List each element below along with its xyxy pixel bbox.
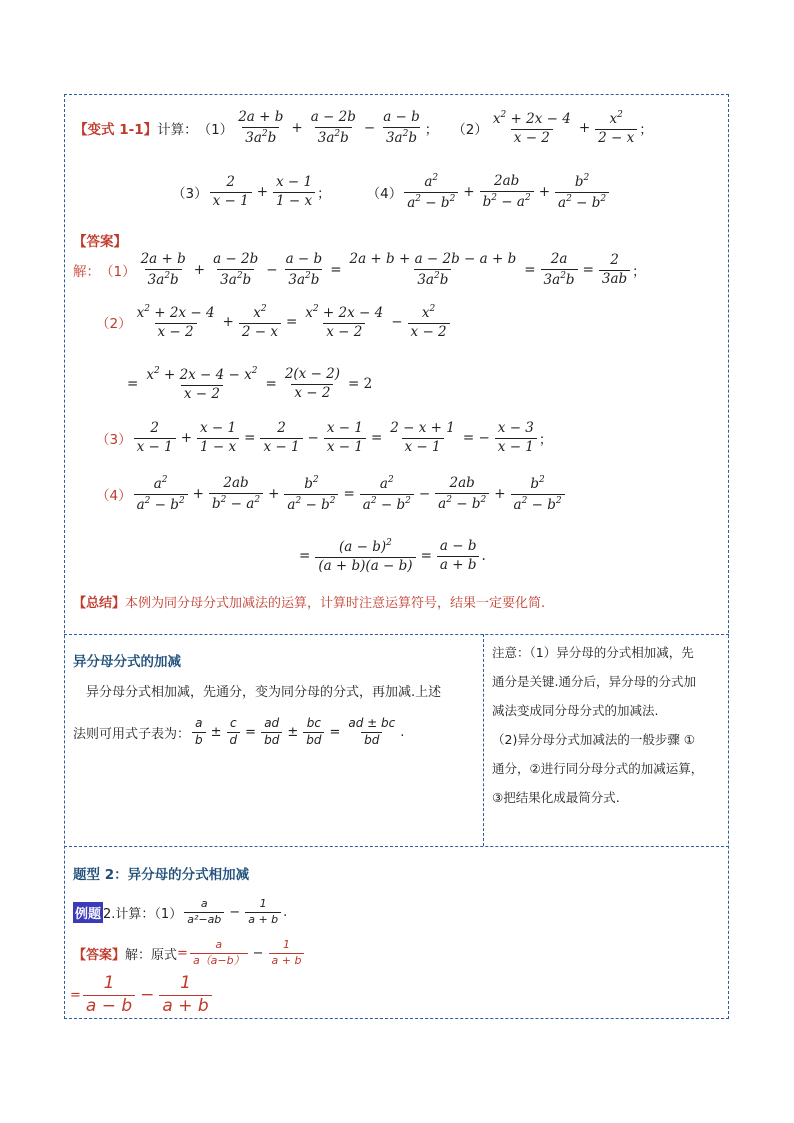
fraction: $\frac{2a + b}{3a^2b}$ (238, 108, 284, 146)
fraction: $\frac{1}{a + b}$ (245, 898, 281, 926)
note-box (492, 638, 703, 812)
fraction: $\frac{a - 2b}{3a^2b}$ (310, 108, 356, 146)
section-body-line-1: 异分母分式相加减，先通分，变为同分母的分式，再加减.上述 (86, 685, 442, 700)
fraction: $\frac{a - b}{3a^2b}$ (383, 108, 420, 146)
note-line: 通分，②进行同分母分式的加减运算， (492, 761, 704, 776)
example-badge: 例题 (73, 902, 103, 923)
solution-2: （2） $\frac{x^2 + 2x - 4}{x - 2}$ + $\frac{x^2}{2 - x}$ = $\frac{x^2 + 2x - 4}{x - 2}$ − $\frac{x^2}{x - 2}$ (96, 302, 452, 342)
fraction: $\frac{a - b}{a + b}$ (437, 539, 480, 573)
variant-tag: 【变式 1-1】 (74, 122, 158, 138)
fraction: $\frac{x^2 + 2x - 4}{x - 2}$ (305, 303, 384, 340)
fraction: $\frac{1}{a - b}$ (83, 974, 135, 1016)
fraction: $\frac{2}{x - 1}$ (134, 421, 176, 455)
compute-label: 计算： (157, 122, 198, 138)
variant-line-2: （3） $\frac{2}{x - 1}$ + $\frac{x - 1}{1 - x}$ ； （4） $\frac{a^2}{a^2 - b^2}$ + $\frac{2ab}{b^2 - a^2}$ + $\frac{b^2}{a^2 - b^2}$ (172, 172, 611, 212)
fraction: $\frac{x^2 + 2x - 4}{x - 2}$ (492, 109, 571, 146)
fraction: $\frac{2}{x - 1}$ (260, 421, 302, 455)
note-line: 注意：（1）异分母的分式相加减，先 (492, 645, 694, 660)
fraction: $\frac{b^2}{a^2 - b^2}$ (555, 173, 609, 211)
fraction: $\frac{2}{3ab}$ (599, 253, 630, 287)
fraction: $\frac{2ab}{b^2 - a^2}$ (209, 476, 263, 512)
solution-4: （4） $\frac{a^2}{a^2 - b^2}$ + $\frac{2ab}{b^2 - a^2}$ + $\frac{b^2}{a^2 - b^2}$ = $\frac{a^2}{a^2 - b^2}$ − $\frac{2ab}{a^2 - b^2}$ + $\frac{b^2}{a^2 - b^2}$ (96, 474, 567, 514)
note-line: ③把结果化成最简分式. (492, 790, 620, 805)
solution-1: 解： （1） $\frac{2a + b}{3a^2b}$ + $\frac{a - 2b}{3a^2b}$ − $\frac{a - b}{3a^2b}$ = $\frac{2a + b + a - 2b - a + b}{3a^2b}$ = $\frac{2a}{3a^2b}$ = $\frac{2}{3ab}$ ； (73, 250, 646, 288)
fraction: $\frac{2ab}{a^2 - b^2}$ (435, 476, 489, 512)
section-body-line-2: 法则可用式子表为： $\frac{a}{b}$ ± $\frac{c}{d}$ = $\frac{ad}{bd}$ ± $\frac{bc}{bd}$ = $\frac{ad \pm bc}{bd}$ . (73, 715, 405, 747)
fraction: $\frac{b^2}{a^2 - b^2}$ (284, 475, 338, 513)
note-line: 减法变成同分母分式的加减法. (492, 703, 659, 718)
divider-top (64, 634, 729, 635)
note-line: 通分是关键.通分后，异分母的分式加 (492, 674, 696, 689)
type2-result: = $\frac{1}{a - b}$ − $\frac{1}{a + b}$ (70, 972, 214, 1018)
fraction: $\frac{1}{a + b}$ (269, 939, 305, 967)
solution-2-cont: = $\frac{x^2 + 2x - 4 - x^2}{x - 2}$ = $\frac{2(x - 2)}{x - 2}$ = 2 (127, 365, 373, 402)
fraction: $\frac{a}{\text{a²−ab}}$ (184, 898, 224, 926)
divider-vertical (483, 634, 484, 846)
solution-4-cont: = $\frac{(a - b)^2}{(a + b)(a - b)}$ = $\frac{a - b}{a + b}$ . (299, 537, 486, 574)
answer-tag: 【答案】 (73, 234, 127, 250)
fraction: $\frac{bc}{bd}$ (303, 717, 324, 748)
fraction: $\frac{2(x - 2)}{x - 2}$ (284, 365, 341, 401)
fraction: $\frac{x^2 + 2x - 4 - x^2}{x - 2}$ (146, 365, 258, 402)
type2-answer: 【答案】 解：原式 = $\frac{a}{a(a-b)}$ − $\frac{1}{a + b}$ (73, 936, 306, 970)
fraction: $\frac{a}{b}$ (192, 717, 206, 748)
fraction: $\frac{2a + b + a - 2b - a + b}{3a^2b}$ (349, 250, 517, 288)
fraction: $\frac{a}{a(a-b)}$ (190, 939, 248, 967)
fraction: $\frac{1}{a + b}$ (159, 974, 211, 1016)
note-line: （2)异分母分式加减法的一般步骤 ① (492, 732, 696, 747)
divider-bottom (64, 846, 729, 847)
variant-line-1: 【变式 1-1】 计算： （1） $\frac{2a + b}{3a^2b}$ + $\frac{a - 2b}{3a^2b}$ − $\frac{a - b}{3a^2b}$ ； （2） $\frac{x^2 + 2x - 4}{x - 2}$ + $\frac{x^2}{2 - x}$ ； (74, 108, 653, 146)
problem-num-1: （1） (197, 122, 234, 138)
section-heading: 异分母分式的加减 (73, 654, 181, 670)
solution-3: （3） $\frac{2}{x - 1}$ + $\frac{x - 1}{1 - x}$ = $\frac{2}{x - 1}$ − $\frac{x - 1}{x - 1}$ = $\frac{2 - x + 1}{x - 1}$ = − $\frac{x - 3}{x - 1}$ ； (96, 419, 553, 455)
fraction: $\frac{x - 3}{x - 1}$ (495, 421, 537, 455)
fraction: $\frac{c}{d}$ (227, 717, 241, 748)
fraction: $\frac{a - b}{3a^2b}$ (285, 250, 323, 288)
fraction: $\frac{a - 2b}{3a^2b}$ (213, 250, 259, 288)
type2-heading: 题型 2：异分母的分式相加减 (73, 867, 250, 883)
fraction: $\frac{x^2}{2 - x}$ (239, 304, 281, 340)
fraction: $\frac{a^2}{a^2 - b^2}$ (404, 173, 458, 211)
summary: 【总结】本例为同分母分式加减法的运算，计算时注意运算符号，结果一定要化简. (73, 596, 546, 611)
problem-num-4: （4） (366, 186, 403, 202)
fraction: $\frac{x - 1}{1 - x}$ (197, 421, 239, 455)
problem-num-2: （2） (452, 122, 488, 138)
fraction: $\frac{a^2}{a^2 - b^2}$ (134, 475, 188, 513)
fraction: $\frac{x^2}{2 - x}$ (595, 110, 637, 146)
fraction: $\frac{a^2}{a^2 - b^2}$ (360, 475, 414, 513)
fraction: $\frac{x - 1}{x - 1}$ (324, 421, 366, 455)
fraction: $\frac{b^2}{a^2 - b^2}$ (511, 475, 565, 513)
fraction: $\frac{2 - x + 1}{x - 1}$ (390, 419, 455, 455)
fraction: $\frac{ad \pm bc}{bd}$ (348, 715, 396, 747)
fraction: $\frac{2ab}{b^2 - a^2}$ (480, 174, 534, 210)
fraction: $\frac{(a - b)^2}{(a + b)(a - b)}$ (315, 538, 415, 574)
fraction: $\frac{x^2 + 2x - 4}{x - 2}$ (136, 303, 215, 340)
fraction: $\frac{2}{x - 1}$ (210, 175, 252, 209)
example-line: 例题 2.计算：（1） $\frac{a}{\text{a²−ab}}$ − $\frac{1}{a + b}$ . (75, 896, 288, 926)
fraction: $\frac{ad}{bd}$ (261, 717, 282, 748)
fraction: $\frac{2a + b}{3a^2b}$ (140, 250, 186, 288)
fraction: $\frac{x^2}{x - 2}$ (408, 304, 450, 340)
fraction: $\frac{x - 1}{1 - x}$ (273, 175, 315, 209)
solve-label: 解： (73, 264, 100, 280)
problem-num-3: （3） (172, 186, 208, 202)
fraction: $\frac{2a}{3a^2b}$ (541, 252, 578, 288)
